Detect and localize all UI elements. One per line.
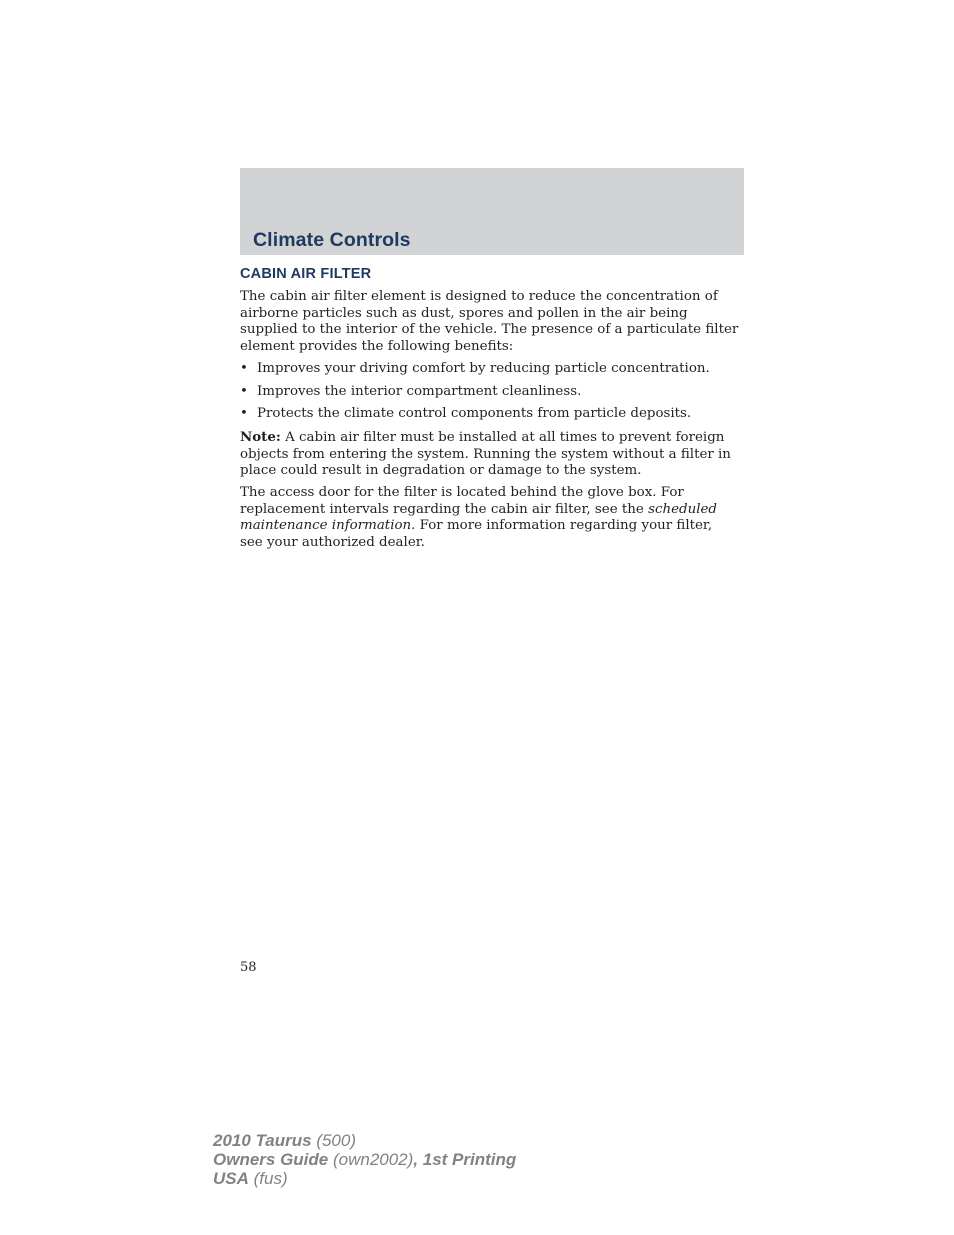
scheduled-maintenance-reference: maintenance information xyxy=(240,518,412,534)
footer-line xyxy=(213,1150,516,1169)
list-item xyxy=(240,384,746,400)
list-item-text: Improves your driving comfort by reducing particle concentration. xyxy=(257,361,710,377)
intro-line: element provides the following benefits: xyxy=(240,338,514,354)
note-text: A cabin air filter must be installed at all times to prevent foreign xyxy=(280,430,725,446)
footer-market: USA xyxy=(213,1169,249,1188)
note-paragraph xyxy=(240,429,746,479)
benefits-list xyxy=(240,361,746,423)
footer-model-code: (500) xyxy=(311,1131,357,1150)
footer-line xyxy=(213,1169,516,1188)
bullet-icon: • xyxy=(240,361,248,377)
bullet-icon: • xyxy=(240,383,248,399)
list-item xyxy=(240,361,746,377)
note-text: objects from entering the system. Running the system without a filter in xyxy=(240,446,731,462)
footer-model: 2010 Taurus xyxy=(213,1131,312,1150)
list-item xyxy=(240,406,746,422)
access-text: The access door for the filter is located behind the glove box. For xyxy=(240,485,684,501)
page-content xyxy=(240,266,746,557)
note-label: Note: xyxy=(240,429,281,446)
intro-line: airborne particles such as dust, spores and pollen in the air being xyxy=(240,305,688,321)
section-heading: CABIN AIR FILTER xyxy=(240,266,372,282)
list-item-text: Protects the climate control components from particle deposits. xyxy=(257,406,692,422)
chapter-title: Climate Controls xyxy=(253,229,411,251)
access-paragraph xyxy=(240,485,746,551)
section-header-band xyxy=(240,168,744,255)
bullet-icon: • xyxy=(240,406,248,422)
page-number: 58 xyxy=(240,960,257,975)
list-item-text: Improves the interior compartment cleanliness. xyxy=(257,383,582,399)
intro-paragraph xyxy=(240,289,746,355)
intro-line: supplied to the interior of the vehicle. The presence of a particulate filter xyxy=(240,322,739,338)
document-footer xyxy=(213,1131,516,1188)
note-text: place could result in degradation or damage to the system. xyxy=(240,462,642,478)
footer-guide: Owners Guide xyxy=(213,1150,329,1169)
access-text: replacement intervals regarding the cabin air filter, see the xyxy=(240,501,649,517)
access-text: see your authorized dealer. xyxy=(240,534,425,550)
access-text: . For more information regarding your filter, xyxy=(411,518,713,534)
intro-line: The cabin air filter element is designed to reduce the concentration of xyxy=(240,289,718,305)
footer-line xyxy=(213,1131,516,1150)
footer-guide-code: (own2002) xyxy=(328,1150,414,1169)
footer-market-code: (fus) xyxy=(248,1169,288,1188)
footer-printing: , 1st Printing xyxy=(413,1150,517,1169)
scheduled-maintenance-reference: scheduled xyxy=(648,501,717,517)
